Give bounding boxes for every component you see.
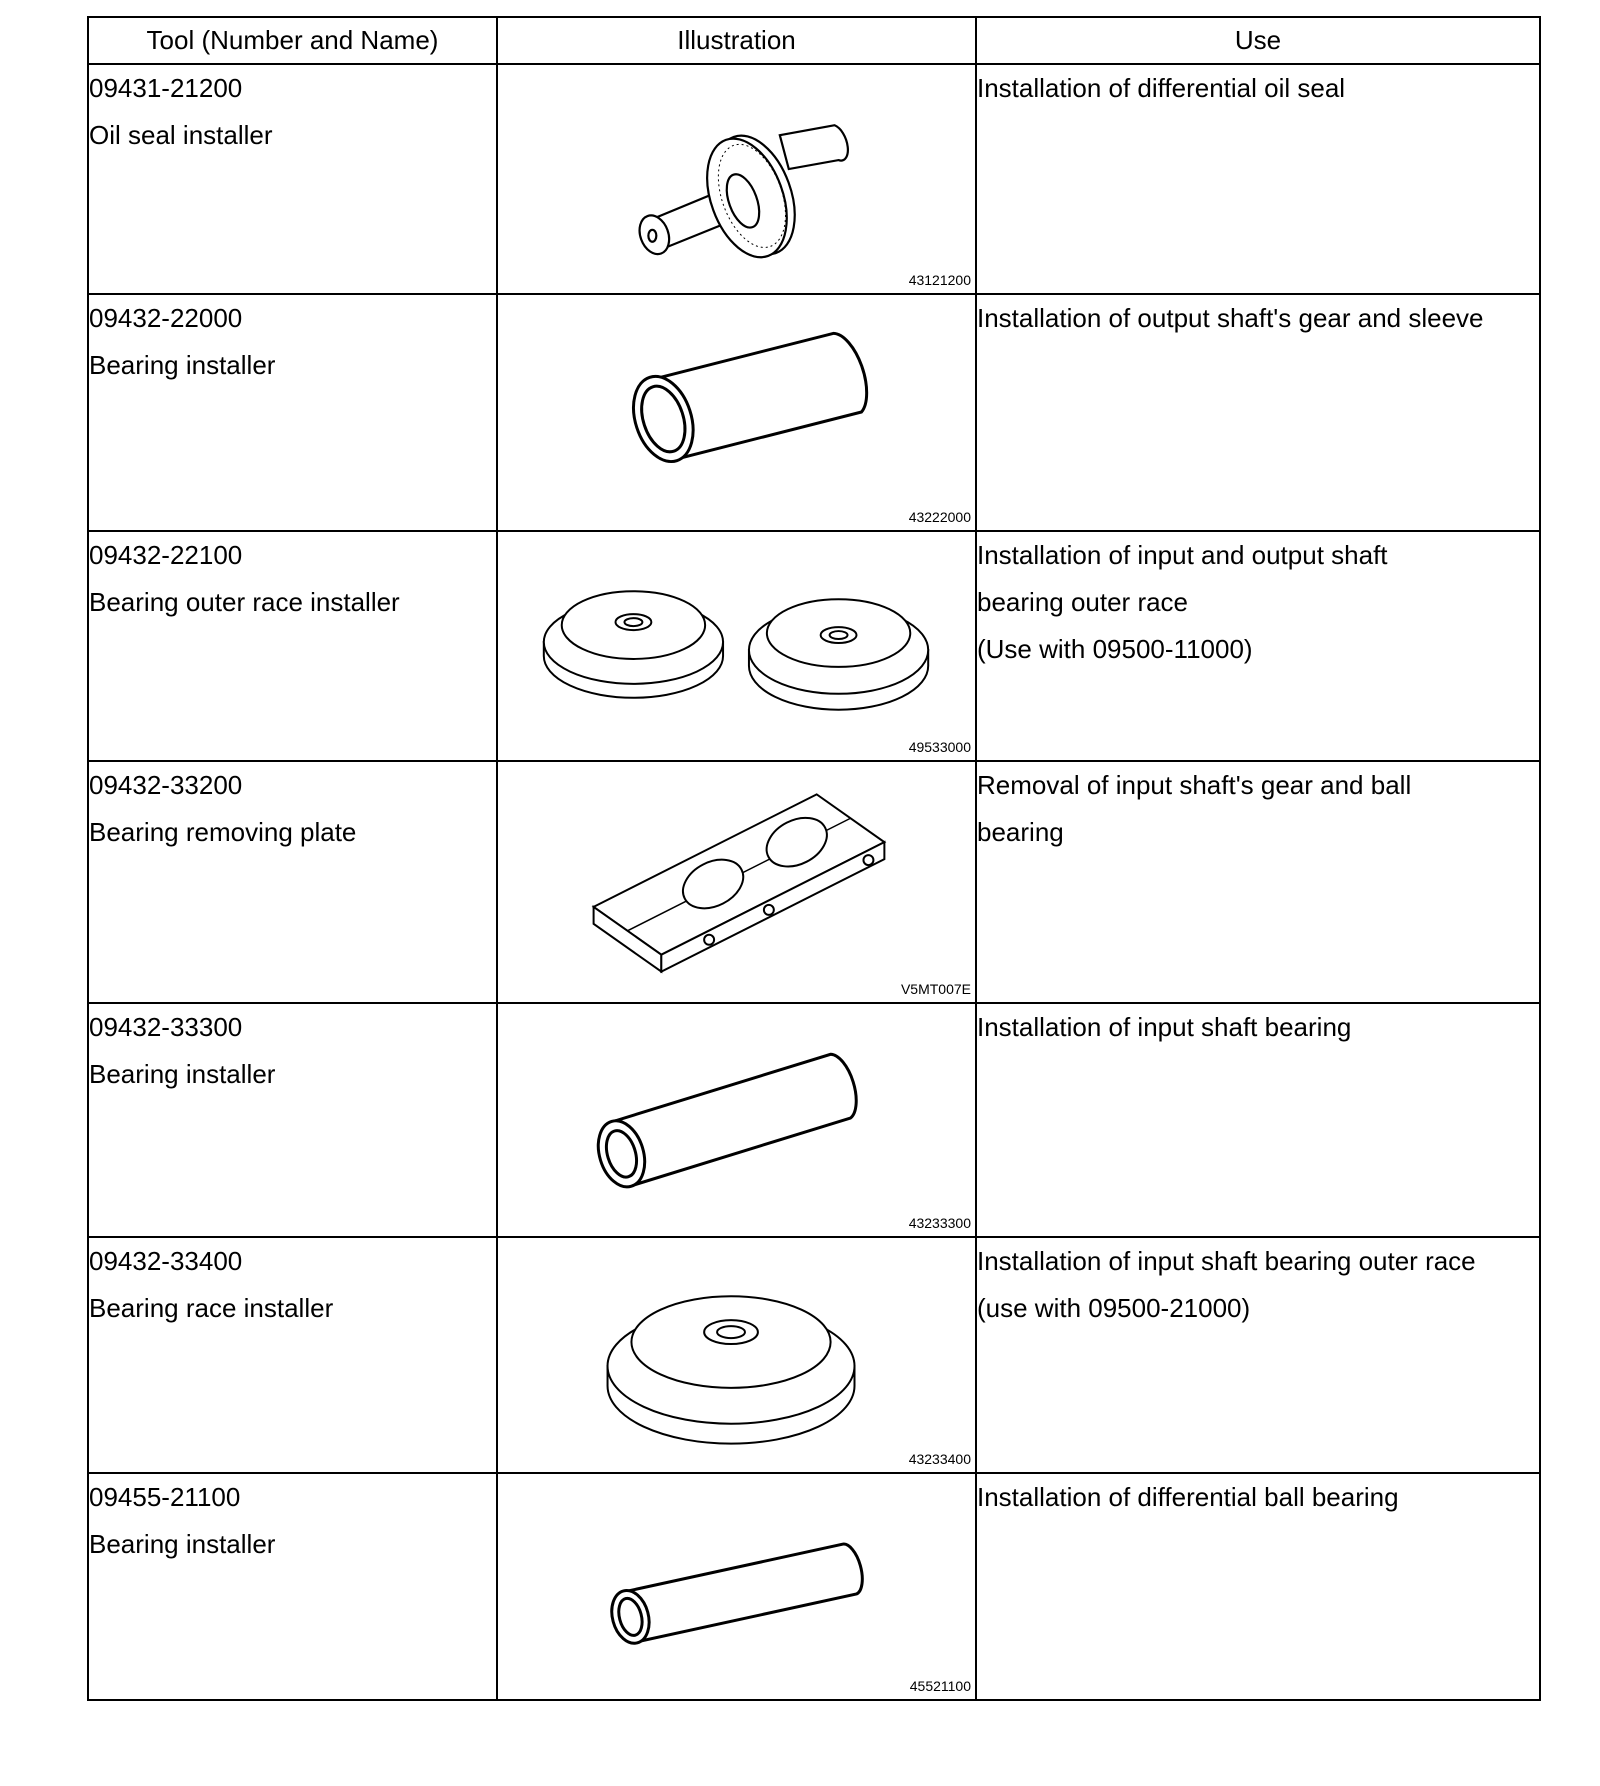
use-line: (use with 09500-21000) bbox=[977, 1293, 1251, 1323]
table-row bbox=[88, 1473, 1540, 1700]
header-illustration: Illustration bbox=[497, 17, 976, 64]
tool-number: 09432-33400 bbox=[89, 1246, 243, 1276]
use-line: Installation of output shaft's gear and sleeve bbox=[977, 303, 1484, 333]
tool-name: Bearing removing plate bbox=[89, 817, 357, 847]
oil-seal-installer-illustration bbox=[498, 65, 975, 293]
figure-number: 43222000 bbox=[908, 509, 971, 525]
use-cell bbox=[976, 761, 1540, 1003]
illustration-cell bbox=[497, 294, 976, 531]
use-cell bbox=[976, 64, 1540, 294]
use-cell bbox=[976, 531, 1540, 761]
tool-cell bbox=[88, 1473, 497, 1700]
use-line: Removal of input shaft's gear and ball bbox=[977, 770, 1412, 800]
header-tool: Tool (Number and Name) bbox=[88, 17, 497, 64]
table-row bbox=[88, 761, 1540, 1003]
use-line: Installation of input and output shaft bbox=[977, 540, 1388, 570]
bearing-installer-illustration bbox=[498, 1474, 975, 1699]
use-cell bbox=[976, 1237, 1540, 1473]
figure-number: 49533000 bbox=[908, 739, 971, 755]
table-row bbox=[88, 1237, 1540, 1473]
tool-name: Bearing installer bbox=[89, 350, 276, 380]
tool-number: 09432-33200 bbox=[89, 770, 243, 800]
tool-cell bbox=[88, 761, 497, 1003]
tool-number: 09432-22100 bbox=[89, 540, 243, 570]
tool-number: 09431-21200 bbox=[89, 73, 243, 103]
tool-name: Bearing race installer bbox=[89, 1293, 334, 1323]
tool-cell bbox=[88, 531, 497, 761]
tool-cell bbox=[88, 1237, 497, 1473]
header-use: Use bbox=[976, 17, 1540, 64]
use-line: Installation of differential oil seal bbox=[977, 73, 1346, 103]
table-header-row bbox=[88, 17, 1540, 64]
figure-number: 43233400 bbox=[908, 1451, 971, 1467]
use-line: bearing bbox=[977, 817, 1064, 847]
bearing-race-installer-illustration bbox=[498, 1238, 975, 1472]
use-cell bbox=[976, 1473, 1540, 1700]
table-row bbox=[88, 531, 1540, 761]
tool-name: Bearing installer bbox=[89, 1059, 276, 1089]
figure-number: 45521100 bbox=[909, 1678, 971, 1694]
bearing-installer-illustration bbox=[498, 1004, 975, 1236]
illustration-cell bbox=[497, 531, 976, 761]
illustration-cell bbox=[497, 64, 976, 294]
figure-number: V5MT007E bbox=[900, 981, 971, 997]
bearing-installer-illustration bbox=[498, 295, 975, 530]
use-cell bbox=[976, 294, 1540, 531]
figure-number: 43233300 bbox=[908, 1215, 971, 1231]
tool-cell bbox=[88, 294, 497, 531]
use-line: bearing outer race bbox=[977, 587, 1189, 617]
use-line: (Use with 09500-11000) bbox=[977, 634, 1253, 664]
table-row bbox=[88, 64, 1540, 294]
tool-number: 09432-33300 bbox=[89, 1012, 243, 1042]
figure-number: 43121200 bbox=[908, 272, 971, 288]
use-line: Installation of differential ball bearing bbox=[977, 1482, 1399, 1512]
illustration-cell bbox=[497, 761, 976, 1003]
tool-name: Bearing outer race installer bbox=[89, 587, 400, 617]
tool-name: Oil seal installer bbox=[89, 120, 273, 150]
tool-cell bbox=[88, 1003, 497, 1237]
bearing-outer-race-installer-illustration bbox=[498, 532, 975, 760]
tool-name: Bearing installer bbox=[89, 1529, 276, 1559]
bearing-removing-plate-illustration bbox=[498, 762, 975, 1002]
use-cell bbox=[976, 1003, 1540, 1237]
table-row bbox=[88, 1003, 1540, 1237]
special-tools-table bbox=[87, 16, 1541, 1701]
illustration-cell bbox=[497, 1237, 976, 1473]
tool-number: 09455-21100 bbox=[89, 1482, 241, 1512]
use-line: Installation of input shaft bearing outer race bbox=[977, 1246, 1476, 1276]
illustration-cell bbox=[497, 1473, 976, 1700]
tool-number: 09432-22000 bbox=[89, 303, 243, 333]
table-row bbox=[88, 294, 1540, 531]
illustration-cell bbox=[497, 1003, 976, 1237]
tool-cell bbox=[88, 64, 497, 294]
use-line: Installation of input shaft bearing bbox=[977, 1012, 1352, 1042]
